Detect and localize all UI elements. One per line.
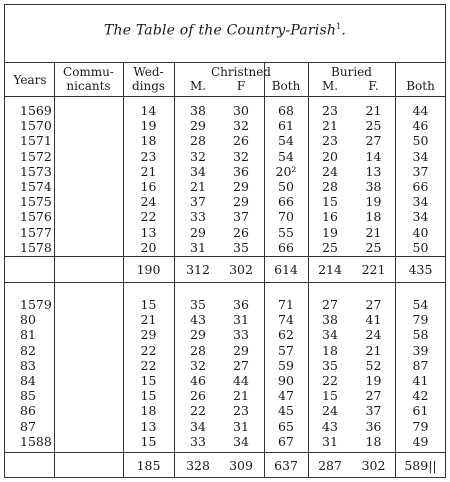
total-christned-m-cell: 328 <box>186 458 210 473</box>
christned-both-cell: 68 <box>278 103 294 118</box>
weddings-cell: 22 <box>140 342 157 358</box>
buried-m-cell: 15 <box>322 194 338 210</box>
weddings-cell: 23 <box>140 148 157 164</box>
buried-f-cell: 36 <box>365 418 382 434</box>
buried-both-cell: 34 <box>412 148 429 164</box>
christned-f-cell: 33 <box>233 327 249 343</box>
total-christned-both-cell: 637 <box>274 458 298 473</box>
christned-both-cell: 70 <box>278 209 294 225</box>
header-christned-f: F <box>236 79 246 93</box>
header-weddings-line2: dings <box>131 79 166 93</box>
buried-f-cell: 18 <box>365 433 382 449</box>
total-buried-m-cell: 214 <box>318 262 342 277</box>
christned-both-cell: 61 <box>278 118 294 134</box>
year-cell: 1574 <box>20 179 52 194</box>
christned-m-cell: 34 <box>190 163 206 179</box>
total-buried-f-cell: 302 <box>361 458 386 473</box>
buried-both-cell: 42 <box>412 388 429 404</box>
buried-m-cell: 18 <box>322 342 338 358</box>
header-buried-f: F. <box>368 79 379 93</box>
christned-m-cell: 34 <box>190 418 206 434</box>
christned-both-cell: 59 <box>278 357 294 373</box>
year-cell: 1578 <box>20 239 52 255</box>
christned-m-cell: 38 <box>190 103 206 118</box>
year-cell: 87 <box>20 418 36 434</box>
header-christned-m: M. <box>189 79 207 93</box>
year-cell: 80 <box>20 312 36 328</box>
header-weddings-line1: Wed- <box>133 65 164 79</box>
buried-f-cell: 25 <box>365 118 382 134</box>
buried-f-cell: 21 <box>365 224 382 240</box>
year-cell: 1579 <box>20 297 52 312</box>
year-cell: 1570 <box>20 118 52 134</box>
buried-f-cell: 25 <box>365 239 382 255</box>
buried-both-cell: 34 <box>412 209 429 225</box>
christned-both-cell: 71 <box>278 297 294 312</box>
christned-both-cell: 45 <box>278 403 294 419</box>
weddings-cell: 13 <box>140 418 157 434</box>
buried-f-cell: 19 <box>365 194 382 210</box>
christned-both-cell: 67 <box>278 433 294 449</box>
christned-f-cell: 27 <box>233 357 249 373</box>
header-buried-both: Both <box>406 79 435 93</box>
weddings-cell: 16 <box>140 179 157 194</box>
buried-both-cell: 54 <box>412 297 429 312</box>
christned-f-cell: 32 <box>233 118 249 134</box>
buried-m-cell: 38 <box>322 312 338 328</box>
header-years: Years <box>13 73 47 87</box>
buried-both-cell: 79 <box>412 418 429 434</box>
header-christned-both: Both <box>271 79 301 93</box>
christned-f-cell: 29 <box>233 194 249 210</box>
buried-both-cell: 58 <box>412 327 429 343</box>
christned-m-cell: 33 <box>190 433 206 449</box>
year-cell: 83 <box>20 357 36 373</box>
total-christned-both-cell: 614 <box>274 262 298 277</box>
christned-m-cell: 46 <box>190 373 206 388</box>
year-cell: 1575 <box>20 194 52 210</box>
christned-m-cell: 29 <box>190 327 206 343</box>
weddings-cell: 20 <box>140 239 157 255</box>
year-cell: 85 <box>20 388 36 404</box>
header-communicants-line2: nicants <box>66 79 111 93</box>
year-cell: 1577 <box>20 224 52 240</box>
christned-m-cell: 21 <box>190 179 206 194</box>
christned-both-cell: 54 <box>278 133 294 149</box>
total-christned-m-cell: 312 <box>186 262 210 277</box>
christned-both-cell: 90 <box>278 373 294 388</box>
year-cell: 81 <box>20 327 36 343</box>
year-cell: 1588 <box>20 433 52 449</box>
total-christned-f-cell: 302 <box>229 262 253 277</box>
buried-both-cell: 87 <box>412 357 429 373</box>
buried-f-cell: 27 <box>365 297 382 312</box>
weddings-cell: 19 <box>140 118 157 134</box>
buried-both-cell: 66 <box>412 179 429 194</box>
weddings-cell: 18 <box>140 403 157 419</box>
christned-m-cell: 28 <box>190 133 206 149</box>
weddings-cell: 13 <box>140 224 157 240</box>
christned-both-cell: 74 <box>278 312 294 328</box>
buried-m-cell: 23 <box>322 103 338 118</box>
christned-m-cell: 43 <box>190 312 206 328</box>
christned-m-cell: 28 <box>190 342 206 358</box>
weddings-cell: 22 <box>140 209 157 225</box>
total-weddings-cell: 190 <box>136 262 161 277</box>
buried-f-cell: 19 <box>365 373 382 388</box>
christned-m-cell: 31 <box>190 239 206 255</box>
total-buried-both-cell: 435 <box>408 262 433 277</box>
header-communicants-line1: Commu- <box>63 65 114 79</box>
christned-f-cell: 44 <box>233 373 249 388</box>
buried-m-cell: 31 <box>322 433 338 449</box>
buried-both-cell: 46 <box>412 118 429 134</box>
rule-subtotal2-top <box>4 452 446 453</box>
christned-m-cell: 22 <box>190 403 206 419</box>
buried-m-cell: 24 <box>322 163 338 179</box>
christned-f-cell: 37 <box>233 209 249 225</box>
buried-m-cell: 27 <box>322 297 338 312</box>
buried-m-cell: 35 <box>322 357 338 373</box>
christned-f-cell: 31 <box>233 418 249 434</box>
header-buried: Buried <box>331 65 372 79</box>
christned-f-cell: 36 <box>233 297 249 312</box>
christned-f-cell: 34 <box>233 433 249 449</box>
christned-both-cell: 62 <box>278 327 294 343</box>
rule-header <box>4 96 446 97</box>
christned-both-cell: 55 <box>278 224 294 240</box>
weddings-cell: 14 <box>140 103 157 118</box>
buried-m-cell: 23 <box>322 133 338 149</box>
christned-both-cell: 66 <box>278 194 294 210</box>
rule-subtotal1-top <box>4 256 446 257</box>
year-cell: 1573 <box>20 163 52 179</box>
buried-m-cell: 19 <box>322 224 338 240</box>
christned-f-cell: 26 <box>233 133 249 149</box>
buried-both-cell: 37 <box>412 163 429 179</box>
christned-m-cell: 35 <box>190 297 206 312</box>
divider-christned <box>308 62 309 478</box>
christned-f-cell: 31 <box>233 312 249 328</box>
year-cell: 86 <box>20 403 36 419</box>
weddings-cell: 15 <box>140 297 157 312</box>
weddings-cell: 22 <box>140 357 157 373</box>
christned-both-cell: 50 <box>278 179 294 194</box>
weddings-cell: 29 <box>140 327 157 343</box>
buried-m-cell: 22 <box>322 373 338 388</box>
year-cell: 82 <box>20 342 36 358</box>
buried-both-cell: 39 <box>412 342 429 358</box>
weddings-cell: 15 <box>140 373 157 388</box>
title-text: The Table of the Country-Parish <box>103 22 337 39</box>
buried-f-cell: 21 <box>365 342 382 358</box>
year-cell: 1571 <box>20 133 52 149</box>
buried-f-cell: 38 <box>365 179 382 194</box>
christned-f-cell: 23 <box>233 403 249 419</box>
christned-f-cell: 21 <box>233 388 249 404</box>
buried-m-cell: 34 <box>322 327 338 343</box>
buried-m-cell: 20 <box>322 148 338 164</box>
christned-m-cell: 37 <box>190 194 206 210</box>
buried-both-cell: 40 <box>412 224 429 240</box>
year-cell: 1569 <box>20 103 52 118</box>
christned-both-cell: 54 <box>278 148 294 164</box>
christned-f-cell: 29 <box>233 342 249 358</box>
christned-m-cell: 29 <box>190 224 206 240</box>
buried-both-cell: 41 <box>412 373 429 388</box>
total-weddings-cell: 185 <box>136 458 161 473</box>
buried-m-cell: 28 <box>322 179 338 194</box>
buried-f-cell: 18 <box>365 209 382 225</box>
rule-subtotal1-bottom <box>4 282 446 283</box>
weddings-cell: 21 <box>140 312 157 328</box>
year-cell: 1576 <box>20 209 52 225</box>
buried-both-cell: 44 <box>412 103 429 118</box>
header-buried-m: M. <box>321 79 339 93</box>
buried-f-cell: 13 <box>365 163 382 179</box>
buried-both-cell: 49 <box>412 433 429 449</box>
buried-both-cell: 61 <box>412 403 429 419</box>
christned-m-cell: 29 <box>190 118 206 134</box>
buried-f-cell: 37 <box>365 403 382 419</box>
buried-m-cell: 43 <box>322 418 338 434</box>
buried-f-cell: 27 <box>365 388 382 404</box>
buried-f-cell: 27 <box>365 133 382 149</box>
header-christned: Christned <box>211 65 271 79</box>
christned-f-cell: 26 <box>233 224 249 240</box>
buried-f-cell: 24 <box>365 327 382 343</box>
table-title: The Table of the Country-Parish$^1$. <box>103 22 347 39</box>
christned-m-cell: 32 <box>190 148 206 164</box>
christned-f-cell: 29 <box>233 179 249 194</box>
buried-both-cell: 34 <box>412 194 429 210</box>
weddings-cell: 18 <box>140 133 157 149</box>
buried-both-cell: 79 <box>412 312 429 328</box>
weddings-cell: 15 <box>140 433 157 449</box>
christned-both-cell: 57 <box>278 342 294 358</box>
christned-both-cell: 65 <box>278 418 294 434</box>
year-cell: 84 <box>20 373 36 388</box>
weddings-cell: 21 <box>140 163 157 179</box>
christned-f-cell: 30 <box>233 103 249 118</box>
buried-f-cell: 21 <box>365 103 382 118</box>
buried-m-cell: 16 <box>322 209 338 225</box>
weddings-cell: 15 <box>140 388 157 404</box>
divider-weddings <box>174 62 175 478</box>
christned-both-cell: 66 <box>278 239 294 255</box>
christned-m-cell: 32 <box>190 357 206 373</box>
buried-f-cell: 41 <box>365 312 382 328</box>
total-buried-both-cell: 589|| <box>404 458 437 473</box>
buried-both-cell: 50 <box>412 133 429 149</box>
title-footnote-mark: 1 <box>336 22 342 31</box>
buried-both-cell: 50 <box>412 239 429 255</box>
buried-m-cell: 21 <box>322 118 338 134</box>
year-cell: 1572 <box>20 148 52 164</box>
buried-m-cell: 25 <box>322 239 338 255</box>
buried-f-cell: 52 <box>365 357 382 373</box>
christned-m-cell: 33 <box>190 209 206 225</box>
christned-both-cell: 20² <box>275 163 297 179</box>
christned-m-cell: 26 <box>190 388 206 404</box>
buried-f-cell: 14 <box>365 148 382 164</box>
weddings-cell: 24 <box>140 194 157 210</box>
buried-m-cell: 24 <box>322 403 338 419</box>
buried-m-cell: 15 <box>322 388 338 404</box>
christned-f-cell: 35 <box>233 239 249 255</box>
christned-f-cell: 32 <box>233 148 249 164</box>
rule-top <box>4 62 446 63</box>
total-buried-f-cell: 221 <box>361 262 386 277</box>
christned-f-cell: 36 <box>233 163 249 179</box>
total-christned-f-cell: 309 <box>229 458 253 473</box>
total-buried-m-cell: 287 <box>318 458 342 473</box>
christned-both-cell: 47 <box>278 388 294 404</box>
